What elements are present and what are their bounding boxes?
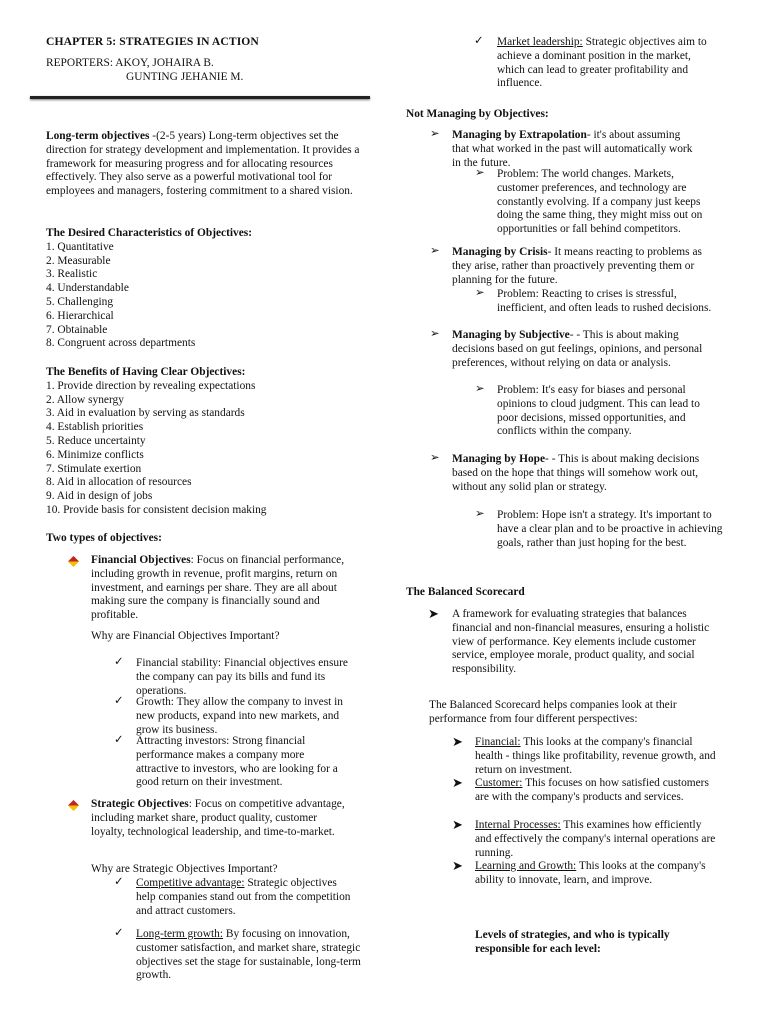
characteristic-item: 8. Congruent across departments [46,337,196,350]
scorecard-perspective [475,860,719,888]
types-heading: Two types of objectives: [46,532,162,544]
strategic-point-text: Strategic objectives help companies stand out from the competition and attract customers. [136,877,351,917]
strategic-point-label: Long-term growth: [136,928,223,940]
benefit-item: 10. Provide basis for consistent decision making [46,503,267,516]
characteristic-item: 3. Realistic [46,268,98,281]
characteristic-item: 2. Measurable [46,254,111,267]
not-managing-heading: Not Managing by Objectives: [406,108,549,120]
strategic-point-label: Market leadership: [497,36,583,48]
benefit-item: 5. Reduce uncertainty [46,434,146,447]
scorecard-perspective [475,819,719,860]
arrowhead-icon: ➢ [430,328,440,340]
strategic-point-text: Strategic objectives aim to achieve a dominant position in the market, which can lead to greater profitability and influence. [497,36,707,90]
not-managing-text: - It means reacting to problems as they arise, rather than proactively preventing them or planning for the future. [452,246,702,286]
perspective-text: This looks at the company's ability to innovate, learn, and improve. [475,860,706,886]
check-icon: ✓ [114,656,124,668]
not-managing-text: - it's about assuming that what worked in the past will automatically work in the future. [452,129,693,169]
strategic-point-text: By focusing on innovation, customer satisfaction, and market share, strategic objectives set the stage for sustainable, long-term growth. [136,928,361,982]
characteristic-item: 4. Understandable [46,282,129,295]
long-term-paragraph [46,130,364,199]
characteristic-item: 1. Quantitative [46,240,114,253]
levels-heading: Levels of strategies, and who is typically responsible for each level: [475,929,670,955]
perspective-label: Financial: [475,736,521,748]
financial-point: Growth: They allow the company to invest in new products, expand into new markets, and grow its business. [136,696,344,736]
not-managing-text: - - This is about making decisions based on the hope that things will somehow work out, without any solid plan or strategy. [452,453,700,493]
arrowhead-icon: ➢ [475,287,485,299]
benefit-item: 3. Aid in evaluation by serving as standards [46,407,245,420]
arrowhead-icon: ➢ [430,452,440,464]
arrowhead-icon: ➤ [452,817,463,832]
scorecard-perspective [475,736,719,777]
not-managing-text: - - This is about making decisions based on gut feelings, opinions, and personal preferences, without relying on data or analysis. [452,329,703,369]
long-term-text: -(2-5 years) Long-term objectives set the direction for strategy development and implementation. It provides a framework for measuring progress and for allocating resources effectively. They also serve as a powerful motivational tool for employees and managers, fostering commitment to a shared vision. [46,130,360,198]
perspective-text: This focuses on how satisfied customers are with the company's products and services. [475,777,709,803]
arrowhead-icon: ➤ [428,606,439,621]
strategic-point [136,928,364,983]
benefit-item: 1. Provide direction by revealing expectations [46,379,256,392]
not-managing-item [452,329,714,370]
arrowhead-icon: ➢ [430,245,440,257]
strategic-point-label: Competitive advantage: [136,877,245,889]
strategic-text: : Focus on competitive advantage, including market share, product quality, customer loyalty, technological leadership, and time-to-market. [91,798,345,838]
characteristic-item: 6. Hierarchical [46,309,114,322]
arrowhead-icon: ➢ [475,383,485,395]
not-managing-item [452,246,714,287]
perspective-label: Learning and Growth: [475,860,577,872]
not-managing-term: Managing by Extrapolation [452,129,587,141]
financial-text: : Focus on financial performance, including growth in revenue, profit margins, return on investment, and earnings per share. They are all about making sure the company is financially sound and profitable. [91,554,345,622]
benefits-heading: The Benefits of Having Clear Objectives: [46,366,246,378]
not-managing-item [452,129,700,170]
strategic-why: Why are Strategic Objectives Important? [91,863,278,875]
arrowhead-icon: ➢ [475,167,485,179]
arrowhead-icon: ➤ [452,775,463,790]
check-icon: ✓ [114,927,124,939]
scorecard-heading: The Balanced Scorecard [406,586,525,598]
perspective-text: This examines how efficiently and effectively the company's internal operations are running. [475,819,716,859]
strategic-point [136,877,356,918]
arrowhead-icon: ➤ [452,858,463,873]
benefit-item: 2. Allow synergy [46,393,124,406]
long-term-term: Long-term objectives [46,130,150,142]
red-yellow-diamond-icon [68,556,79,567]
strategic-objectives-paragraph [91,798,353,839]
red-yellow-diamond-icon [68,800,79,811]
benefit-item: 4. Establish priorities [46,421,144,434]
not-managing-problem: Problem: It's easy for biases and personal opinions to cloud judgment. This can lead to poor decisions, missed opportunities, and conflicts within the company. [497,384,700,438]
arrowhead-icon: ➤ [452,734,463,749]
financial-why: Why are Financial Objectives Important? [91,630,280,642]
benefit-item: 9. Aid in design of jobs [46,490,153,503]
characteristics-section [46,227,364,351]
financial-objectives-paragraph [91,554,365,623]
strategic-point [497,36,717,91]
not-managing-item [452,453,714,494]
not-managing-term: Managing by Subjective [452,329,570,341]
check-icon: ✓ [474,35,484,47]
chapter-title: CHAPTER 5: STRATEGIES IN ACTION [46,35,259,48]
scorecard-perspective [475,777,719,805]
financial-point: Attracting investors: Strong financial performance makes a company more attractive to investors, who are looking for a good return on their investment. [136,735,338,789]
reporter-2: GUNTING JEHANIE M. [126,71,244,83]
check-icon: ✓ [114,734,124,746]
check-icon: ✓ [114,695,124,707]
strategic-term: Strategic Objectives [91,798,189,810]
not-managing-problem: Problem: The world changes. Markets, customer preferences, and technology are constantly evolving. If a company just keeps doing the same thing, they might miss out on opportunities or fall behind competitors. [497,168,703,236]
arrowhead-icon: ➢ [430,128,440,140]
characteristic-item: 5. Challenging [46,295,114,308]
not-managing-problem: Problem: Reacting to crises is stressful, inefficient, and often leads to rushed decisions. [497,288,712,314]
arrowhead-icon: ➢ [475,508,485,520]
scorecard-intro: The Balanced Scorecard helps companies look at their performance from four different perspectives: [429,699,677,725]
benefits-section [46,366,364,518]
header-divider [30,96,370,99]
benefit-item: 6. Minimize conflicts [46,448,144,461]
perspective-label: Customer: [475,777,523,789]
benefit-item: 8. Aid in allocation of resources [46,476,192,489]
characteristics-heading: The Desired Characteristics of Objectives: [46,227,253,239]
financial-point: Financial stability: Financial objectives ensure the company can pay its bills and fund its operations. [136,657,348,697]
not-managing-term: Managing by Hope [452,453,546,465]
reporters-line: REPORTERS: AKOY, JOHAIRA B. [46,57,214,69]
financial-term: Financial Objectives [91,554,191,566]
not-managing-term: Managing by Crisis [452,246,548,258]
benefit-item: 7. Stimulate exertion [46,462,142,475]
perspective-label: Internal Processes: [475,819,561,831]
scorecard-bullet: A framework for evaluating strategies that balances financial and non-financial measures, ensuring a holistic view of performance. Key elements include customer service, employee morale, product quality, and social responsibility. [452,608,710,676]
perspective-text: This looks at the company's financial health - things like profitability, revenue growth, and return on investment. [475,736,716,776]
check-icon: ✓ [114,876,124,888]
not-managing-problem: Problem: Hope isn't a strategy. It's important to have a clear plan and to be proactive in achieving goals, rather than just hoping for the best. [497,509,723,549]
characteristic-item: 7. Obtainable [46,323,108,336]
